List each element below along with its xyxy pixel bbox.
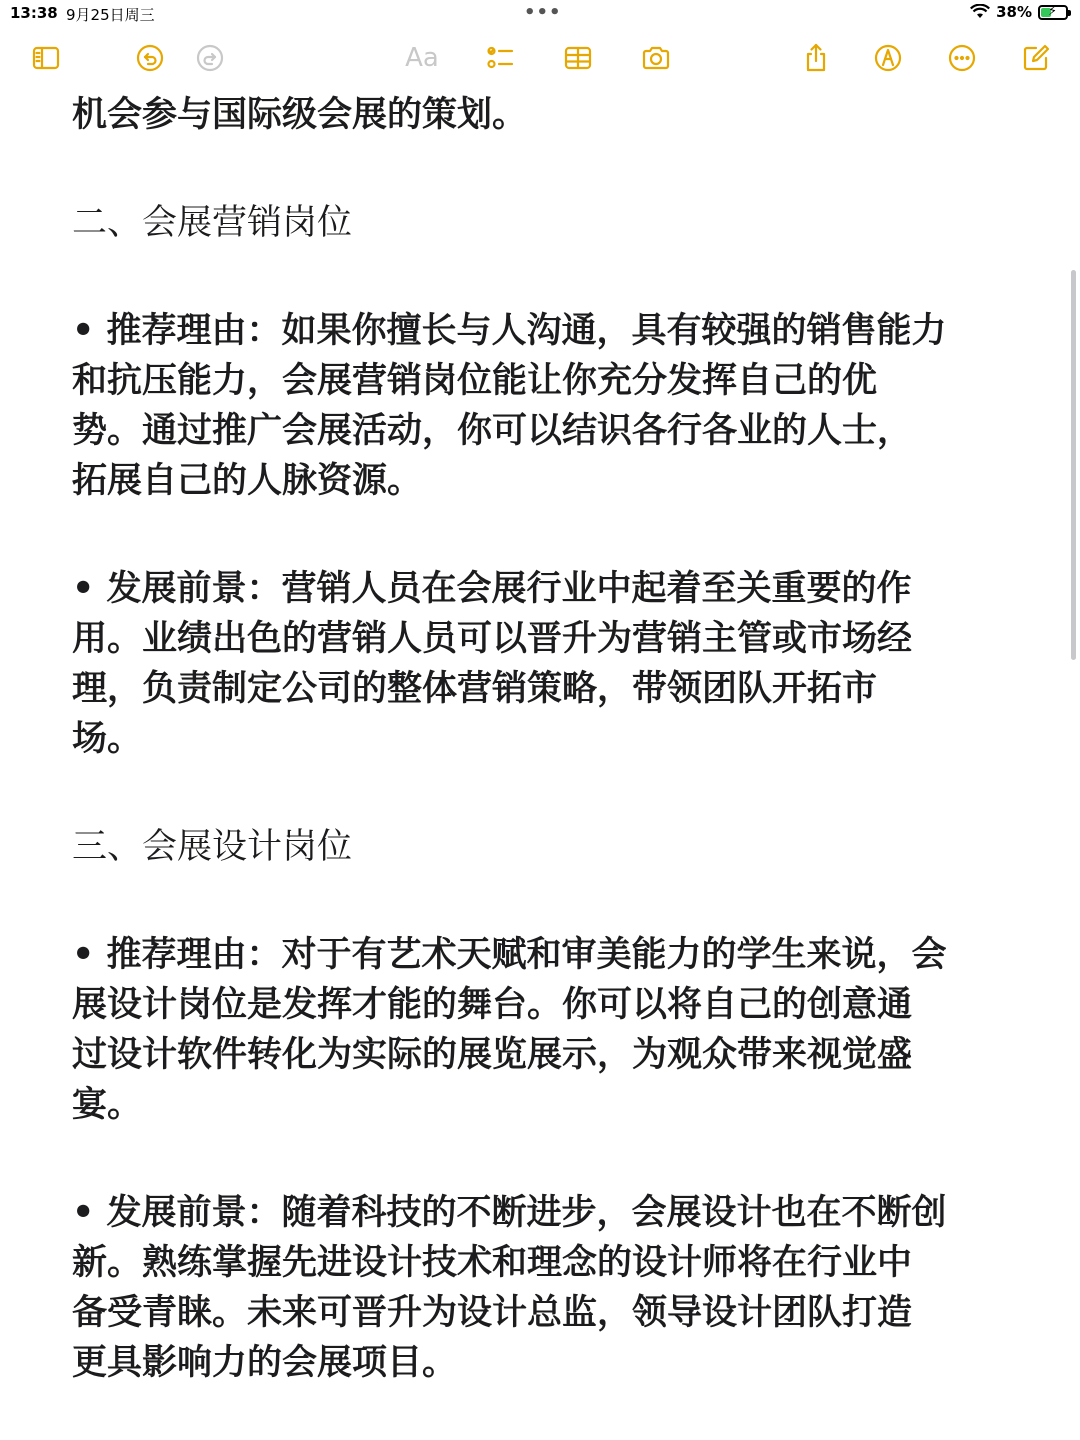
status-date: 9月25日周三 bbox=[66, 6, 155, 24]
note-bullet: • 发展前景：营销人员在会展行业中起着至关重要的作 用。业绩出色的营销人员可以晋升为营销主管或市场经 理，负责制定公司的整体营销策略，带领团队开拓市 场。 bbox=[72, 569, 913, 759]
note-bullet: • 推荐理由：如果你擅长与人沟通，具有较强的销售能力 和抗压能力，会展营销岗位能让你充分发挥自己的优 势。通过推广会展活动，你可以结识各行各业的人士， 拓展自己的人脉资源。 bbox=[72, 311, 947, 501]
battery-percent: 38% bbox=[996, 3, 1032, 21]
redo-icon bbox=[194, 42, 226, 74]
format-text-icon: Aa bbox=[405, 43, 439, 73]
format-text-button[interactable] bbox=[402, 38, 442, 78]
more-button[interactable] bbox=[942, 38, 982, 78]
notes-toolbar bbox=[0, 38, 1080, 82]
checklist-button[interactable] bbox=[480, 38, 520, 78]
camera-icon bbox=[640, 42, 672, 74]
undo-icon bbox=[134, 42, 166, 74]
table-button[interactable] bbox=[558, 38, 598, 78]
camera-button[interactable] bbox=[636, 38, 676, 78]
markup-button[interactable] bbox=[868, 38, 908, 78]
note-bullet: • 发展前景：随着科技的不断进步，会展设计也在不断创 新。熟练掌握先进设计技术和理念的设计师将在行业中 备受青睐。未来可晋升为设计总监，领导设计团队打造 更具影响力的会展项目。 bbox=[72, 1193, 947, 1383]
compose-button[interactable] bbox=[1016, 38, 1056, 78]
share-icon bbox=[800, 42, 832, 74]
status-time: 13:38 bbox=[10, 4, 58, 22]
undo-button[interactable] bbox=[130, 38, 170, 78]
multitasking-dots-icon[interactable]: ••• bbox=[524, 2, 562, 23]
battery-icon: ⚡ bbox=[1038, 5, 1068, 20]
section-heading: 三、会展设计岗位 bbox=[72, 827, 353, 867]
compose-icon bbox=[1020, 42, 1052, 74]
redo-button[interactable] bbox=[190, 38, 230, 78]
section-heading: 二、会展营销岗位 bbox=[72, 203, 353, 243]
more-icon bbox=[946, 42, 978, 74]
sidebar-button[interactable] bbox=[26, 38, 66, 78]
checklist-icon bbox=[484, 42, 516, 74]
note-bullet: • 推荐理由：对于有艺术天赋和审美能力的学生来说，会 展设计岗位是发挥才能的舞台。你可以将自己的创意通 过设计软件转化为实际的展览展示，为观众带来视觉盛 宴。 bbox=[72, 935, 947, 1125]
scrollbar[interactable] bbox=[1071, 270, 1076, 660]
sidebar-icon bbox=[30, 42, 62, 74]
note-paragraph: 机会参与国际级会展的策划。 bbox=[72, 95, 528, 135]
note-body[interactable] bbox=[72, 90, 1012, 1388]
markup-icon bbox=[872, 42, 904, 74]
wifi-icon bbox=[970, 4, 990, 20]
table-icon bbox=[562, 42, 594, 74]
share-button[interactable] bbox=[796, 38, 836, 78]
status-bar bbox=[0, 0, 1080, 28]
status-indicators bbox=[970, 3, 1068, 21]
